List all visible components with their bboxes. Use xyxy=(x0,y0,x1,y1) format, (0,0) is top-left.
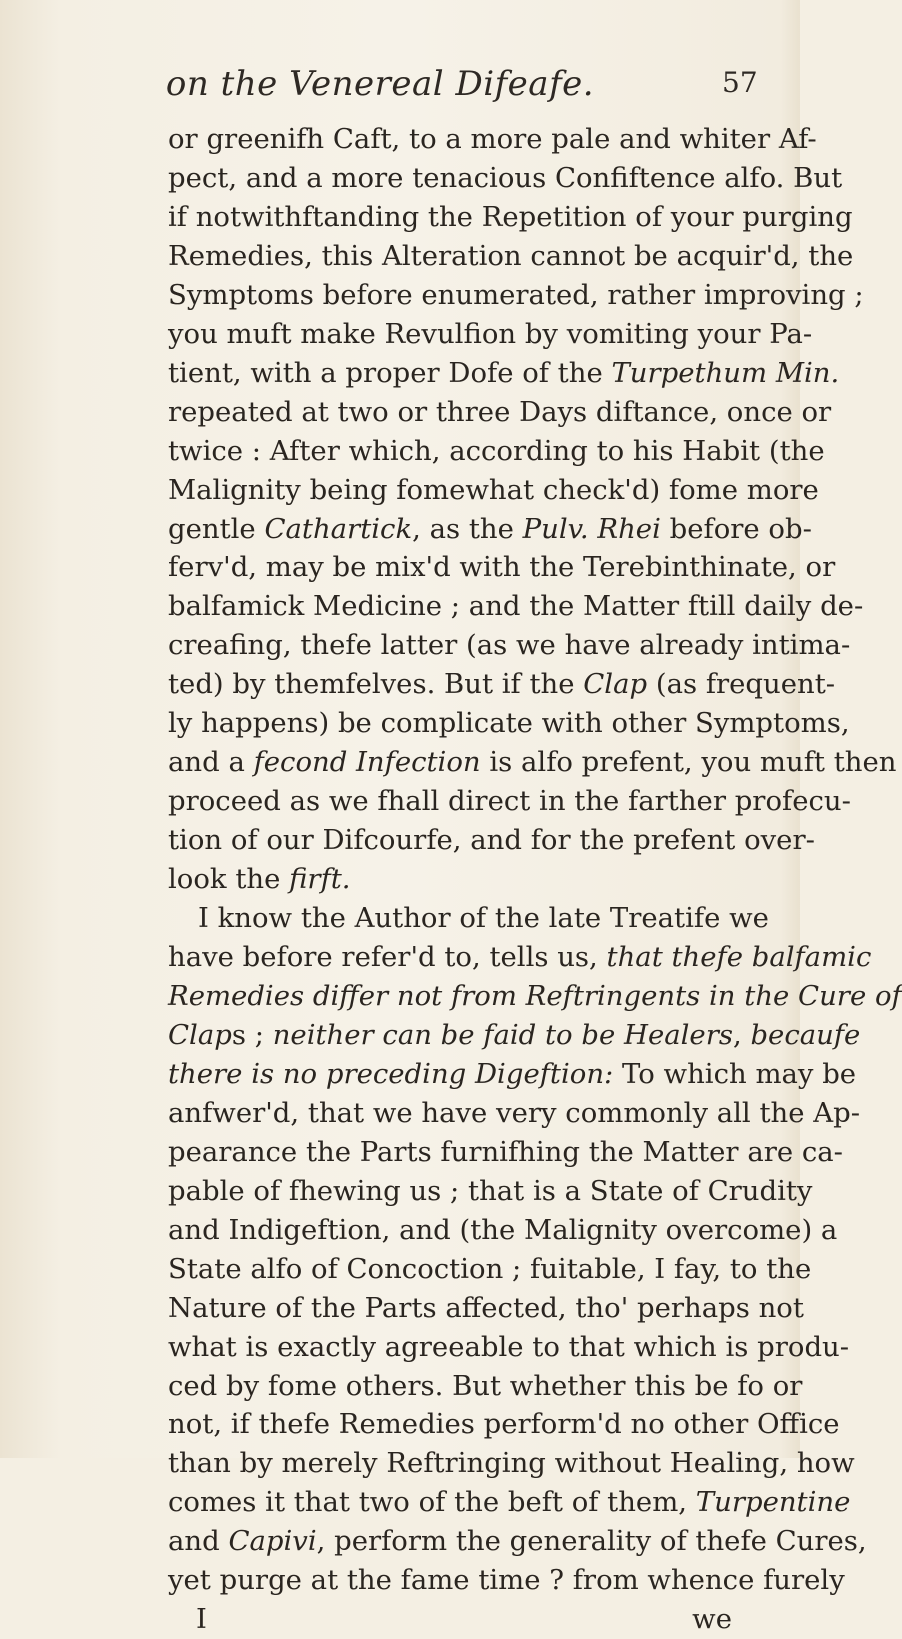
text-line: gentle Cathartick, as the Pulv. Rhei before ob- xyxy=(168,512,812,545)
page-footer xyxy=(168,1600,762,1639)
running-title: on the Venereal Difeafe. xyxy=(165,64,595,104)
text-line: and Capivi, perform the generality of thefe Cures, xyxy=(168,1525,867,1558)
text-line: tion of our Difcourfe, and for the prefent over- xyxy=(168,824,815,857)
text-line: ly happens) be complicate with other Symptoms, xyxy=(168,707,850,740)
text-line: not, if thefe Remedies perform'd no other Office xyxy=(168,1408,840,1441)
text-line: Malignity being fomewhat check'd) fome more xyxy=(168,473,819,506)
text-line: and a fecond Infection is alfo prefent, you muft then xyxy=(168,746,897,779)
text-line: Nature of the Parts affected, tho' perhaps not xyxy=(168,1291,804,1324)
text-line: creafing, thefe latter (as we have already intima- xyxy=(168,629,851,662)
text-line: pearance the Parts furnifhing the Matter are ca- xyxy=(168,1135,843,1168)
text-line: Remedies, this Alteration cannot be acquir'd, the xyxy=(168,239,854,272)
text-line: there is no preceding Digeftion: To which may be xyxy=(168,1057,857,1090)
text-line: proceed as we fhall direct in the farther profecu- xyxy=(168,785,851,818)
text-line: if notwithftanding the Repetition of your purging xyxy=(168,200,853,233)
text-line: Remedies differ not from Reftringents in the Cure of xyxy=(168,979,902,1012)
text-line: twice : After which, according to his Habit (the xyxy=(168,434,825,467)
text-line: anfwer'd, that we have very commonly all the Ap- xyxy=(168,1096,860,1129)
text-line: pect, and a more tenacious Confiftence alfo. But xyxy=(168,161,843,194)
signature-mark: I xyxy=(196,1603,207,1636)
text-line: look the firft. xyxy=(168,863,351,896)
text-line: Claps ; neither can be faid to be Healers, becaufe xyxy=(168,1018,861,1051)
text-line: comes it that two of the beft of them, Turpentine xyxy=(168,1486,851,1519)
text-line: ted) by themfelves. But if the Clap (as frequent- xyxy=(168,668,836,701)
text-line: Symptoms before enumerated, rather improving ; xyxy=(168,278,864,311)
text-line: I know the Author of the late Treatife we xyxy=(198,902,769,935)
text-line: what is exactly agreeable to that which is produ- xyxy=(168,1330,850,1363)
page-number: 57 xyxy=(722,66,758,99)
body-text xyxy=(168,120,902,1639)
text-line: yet purge at the fame time ? from whence furely xyxy=(168,1564,845,1597)
text-line: than by merely Reftringing without Healing, how xyxy=(168,1447,855,1480)
catchword: we xyxy=(692,1603,732,1636)
text-line: tient, with a proper Dofe of the Turpethum Min. xyxy=(168,356,840,389)
text-line: and Indigeftion, and (the Malignity overcome) a xyxy=(168,1213,838,1246)
text-line: ferv'd, may be mix'd with the Terebinthinate, or xyxy=(168,551,836,584)
text-line: ced by fome others. But whether this be fo or xyxy=(168,1369,803,1402)
text-line: balfamick Medicine ; and the Matter ftill daily de- xyxy=(168,590,864,623)
text-line: or greenifh Caft, to a more pale and whiter Af- xyxy=(168,123,817,155)
text-line: repeated at two or three Days diftance, once or xyxy=(168,395,832,428)
text-line: pable of fhewing us ; that is a State of Crudity xyxy=(168,1174,813,1207)
text-line: have before refer'd to, tells us, that thefe balfamic xyxy=(168,941,872,974)
text-line: State alfo of Concoction ; fuitable, I fay, to the xyxy=(168,1252,812,1285)
text-line: you muft make Revulfion by vomiting your Pa- xyxy=(168,317,813,350)
